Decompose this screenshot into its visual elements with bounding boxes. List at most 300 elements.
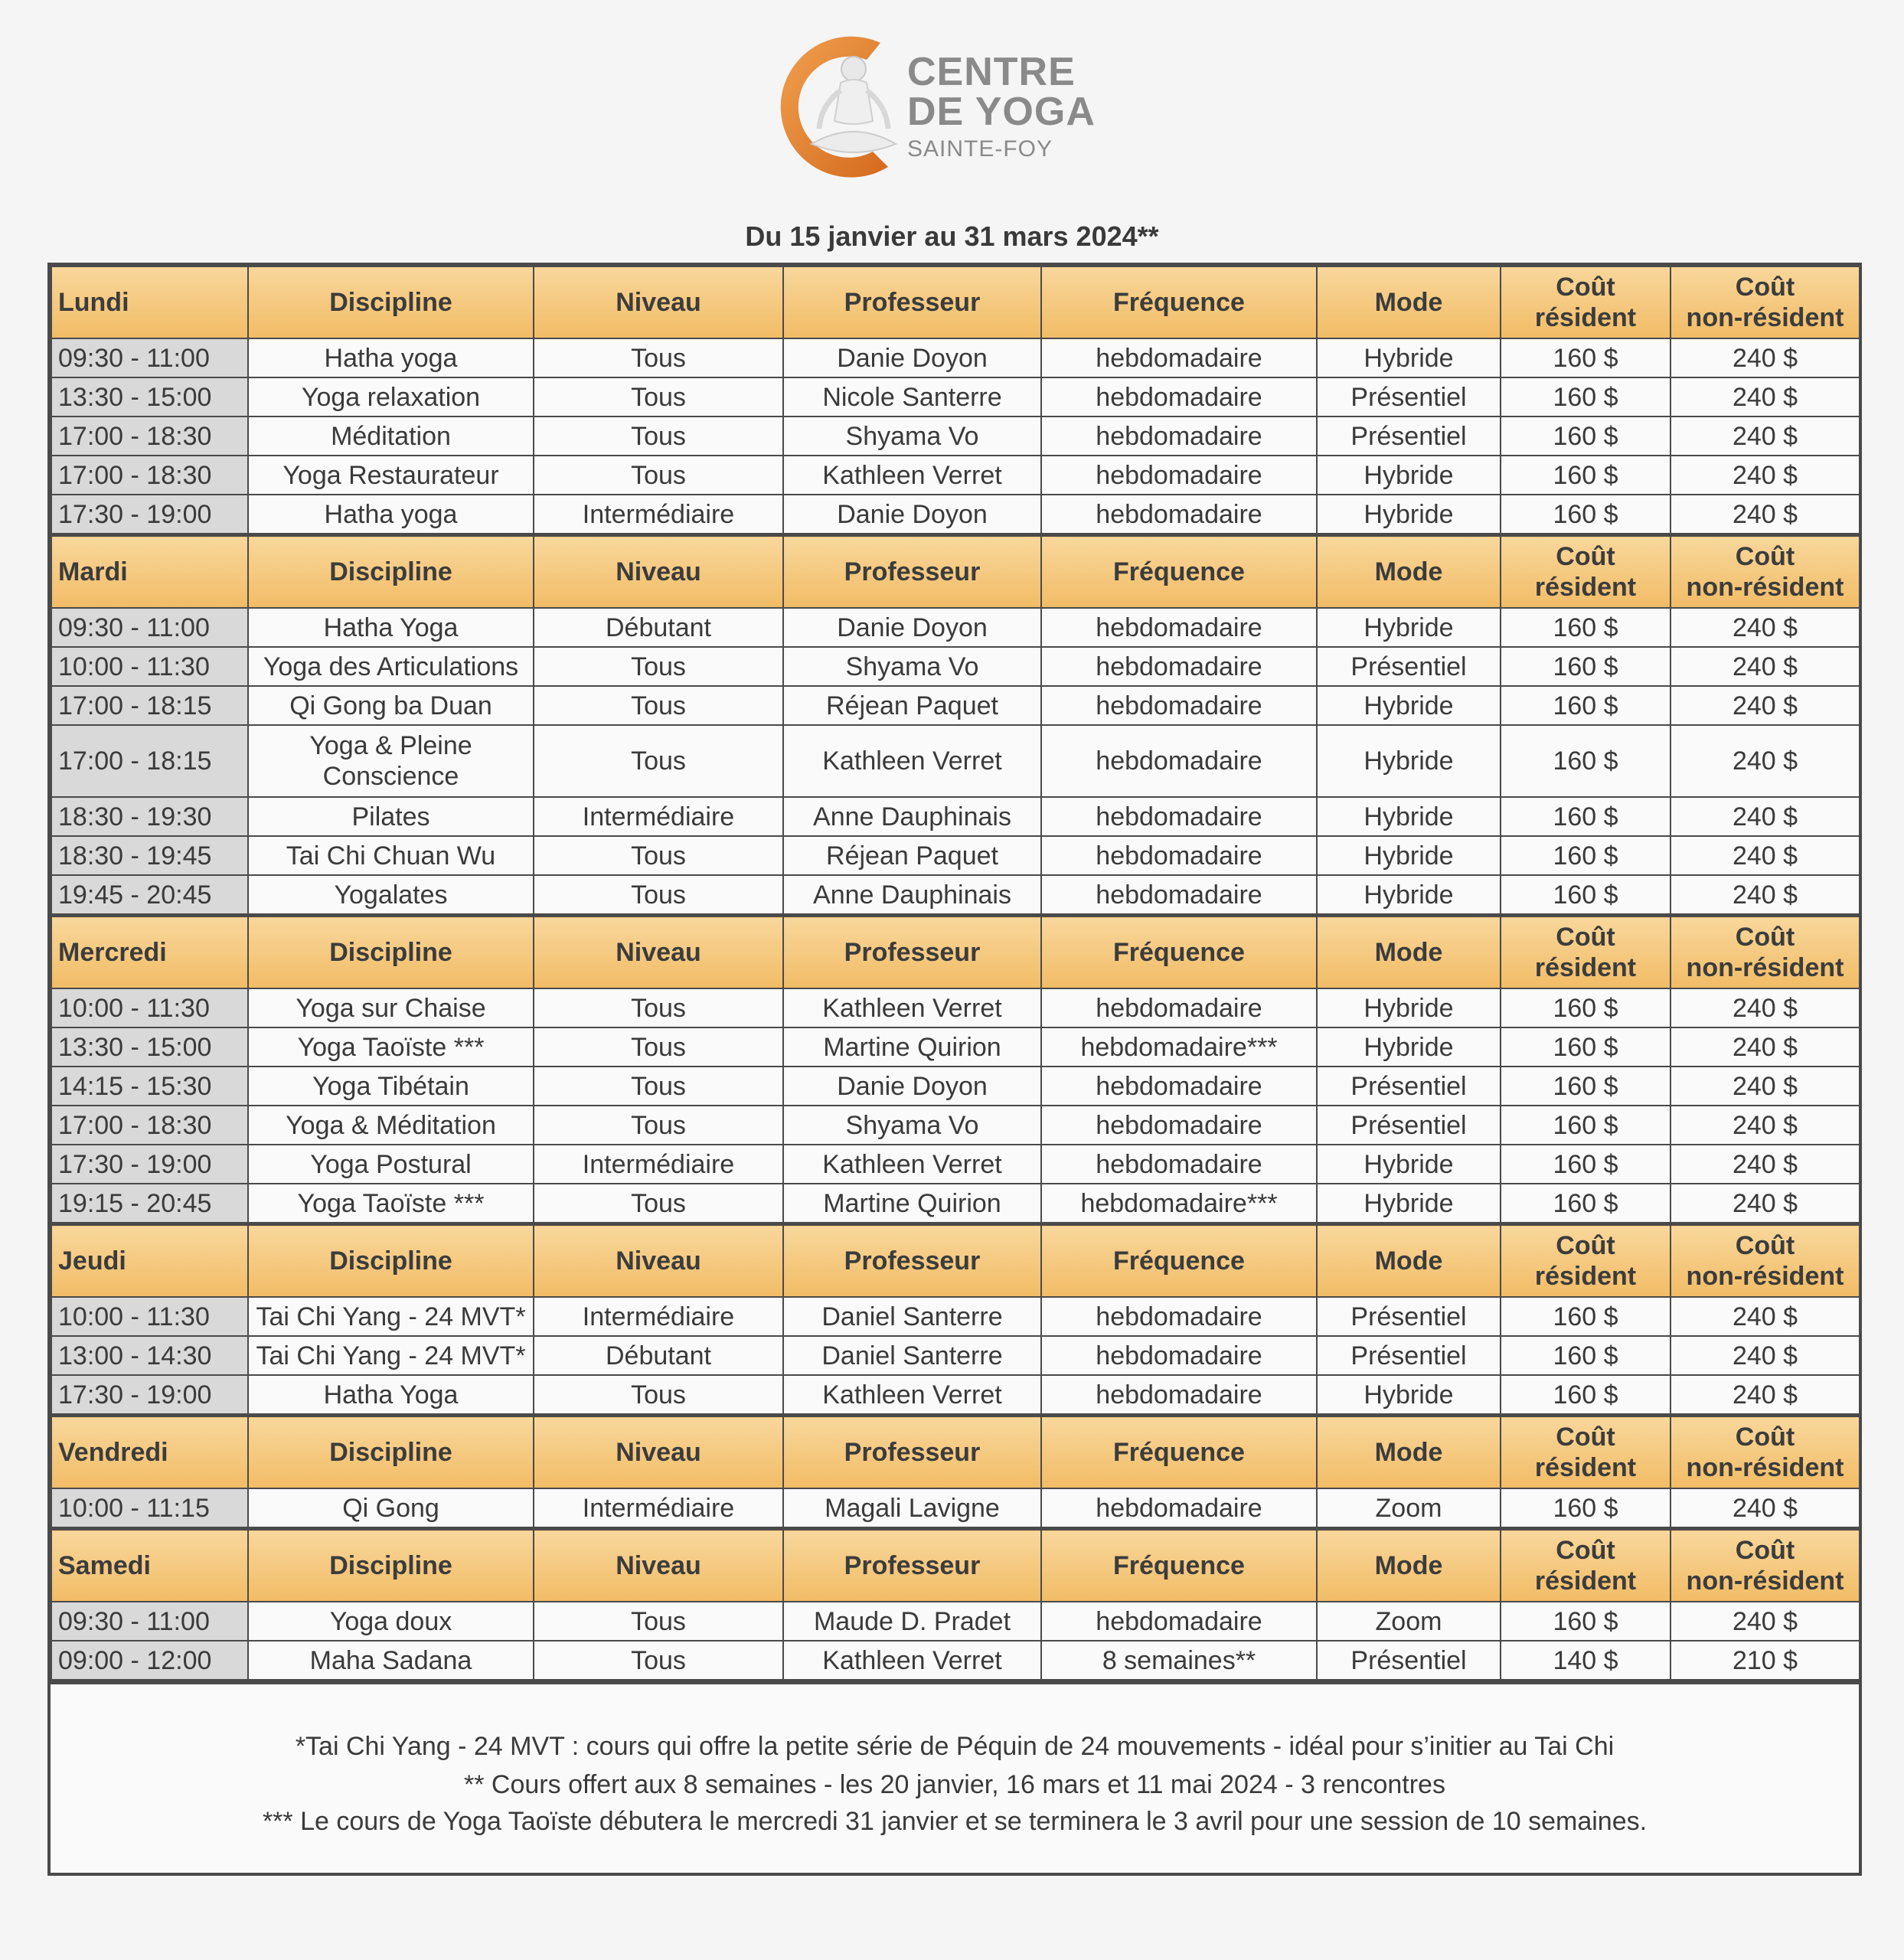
cell-discipline: Yoga sur Chaise <box>248 988 534 1027</box>
table-row <box>51 456 1860 495</box>
column-header-cout-label: Coût <box>1556 273 1615 302</box>
day-header-row <box>51 266 1860 338</box>
table-row <box>51 608 1860 647</box>
cell-cout-non-resident: 240 $ <box>1670 1336 1860 1375</box>
column-header-cout-type: résident <box>1534 303 1637 332</box>
column-header-cout-label: Coût <box>1556 542 1615 571</box>
cell-professeur: Danie Doyon <box>783 608 1041 647</box>
cell-frequence: hebdomadaire <box>1041 988 1317 1027</box>
column-header-frequence: Fréquence <box>1041 1224 1317 1298</box>
cell-cout-non-resident: 240 $ <box>1670 988 1860 1027</box>
column-header-cout-type: non-résident <box>1686 1453 1844 1482</box>
column-header-frequence: Fréquence <box>1041 1529 1317 1602</box>
cell-professeur: Shyama Vo <box>783 647 1041 686</box>
cell-frequence: hebdomadaire <box>1041 1106 1317 1145</box>
cell-time: 10:00 - 11:30 <box>51 1297 248 1336</box>
cell-frequence: hebdomadaire <box>1041 686 1317 725</box>
cell-cout-non-resident: 240 $ <box>1670 1145 1860 1184</box>
cell-discipline: Hatha yoga <box>248 338 534 377</box>
footnote-yoga-taoiste: *** Le cours de Yoga Taoïste débutera le mercredi 31 janvier et se terminera le 3 avril pour une session de 10 semaines. <box>262 1807 1648 1836</box>
cell-discipline: Yoga Restaurateur <box>248 456 534 495</box>
cell-cout-resident: 160 $ <box>1501 1106 1670 1145</box>
cell-cout-resident: 160 $ <box>1501 988 1670 1027</box>
column-header-cout-resident <box>1501 916 1670 989</box>
cell-frequence: hebdomadaire <box>1041 797 1317 836</box>
column-header-cout-resident <box>1501 266 1670 338</box>
cell-cout-resident: 160 $ <box>1501 456 1670 495</box>
table-row <box>51 797 1860 836</box>
cell-niveau: Tous <box>534 416 783 456</box>
cell-niveau: Tous <box>534 338 783 377</box>
cell-time: 17:30 - 19:00 <box>51 1375 248 1416</box>
cell-niveau: Tous <box>534 1375 783 1416</box>
cell-professeur: Anne Dauphinais <box>783 875 1041 916</box>
column-header-cout-label: Coût <box>1735 1231 1795 1260</box>
cell-cout-resident: 160 $ <box>1501 377 1670 416</box>
cell-discipline: Yoga Taoïste *** <box>248 1184 534 1224</box>
table-row <box>51 725 1860 797</box>
cell-cout-resident: 160 $ <box>1501 647 1670 686</box>
column-header-mode: Mode <box>1317 266 1501 338</box>
column-header-cout-type: non-résident <box>1686 1566 1844 1596</box>
cell-mode: Hybride <box>1317 1027 1501 1067</box>
cell-cout-resident: 160 $ <box>1501 1184 1670 1224</box>
column-header-cout-label: Coût <box>1556 1231 1615 1260</box>
cell-niveau: Intermédiaire <box>534 797 783 836</box>
cell-professeur: Martine Quirion <box>783 1027 1041 1067</box>
schedule-frame <box>47 263 1862 1876</box>
table-row <box>51 1336 1860 1375</box>
cell-mode: Hybride <box>1317 495 1501 535</box>
cell-time: 19:45 - 20:45 <box>51 875 248 916</box>
cell-niveau: Tous <box>534 1106 783 1145</box>
cell-niveau: Tous <box>534 1027 783 1067</box>
column-header-cout-resident <box>1501 1224 1670 1298</box>
table-row <box>51 1106 1860 1145</box>
cell-cout-resident: 160 $ <box>1501 1375 1670 1416</box>
cell-frequence: 8 semaines** <box>1041 1641 1317 1680</box>
cell-frequence: hebdomadaire <box>1041 836 1317 875</box>
cell-discipline: Pilates <box>248 797 534 836</box>
column-header-professeur: Professeur <box>783 1529 1041 1602</box>
cell-discipline: Hatha yoga <box>248 495 534 535</box>
cell-niveau: Tous <box>534 1641 783 1680</box>
table-row <box>51 836 1860 875</box>
cell-cout-resident: 160 $ <box>1501 725 1670 797</box>
column-header-cout-non-resident <box>1670 266 1860 338</box>
column-header-discipline: Discipline <box>248 1529 534 1602</box>
footnotes <box>51 1681 1859 1873</box>
column-header-frequence: Fréquence <box>1041 535 1317 609</box>
cell-discipline: Tai Chi Yang - 24 MVT* <box>248 1297 534 1336</box>
cell-discipline: Yogalates <box>248 875 534 916</box>
cell-cout-non-resident: 240 $ <box>1670 1067 1860 1106</box>
cell-discipline: Yoga & Méditation <box>248 1106 534 1145</box>
column-header-cout-non-resident <box>1670 1224 1860 1298</box>
table-row <box>51 1488 1860 1529</box>
cell-cout-non-resident: 240 $ <box>1670 725 1860 797</box>
cell-professeur: Kathleen Verret <box>783 456 1041 495</box>
table-row <box>51 1641 1860 1680</box>
column-header-cout-non-resident <box>1670 1529 1860 1602</box>
cell-niveau: Tous <box>534 988 783 1027</box>
cell-mode: Hybride <box>1317 988 1501 1027</box>
cell-discipline: Yoga relaxation <box>248 377 534 416</box>
cell-niveau: Tous <box>534 725 783 797</box>
cell-cout-non-resident: 240 $ <box>1670 1027 1860 1067</box>
cell-cout-resident: 160 $ <box>1501 1336 1670 1375</box>
logo-emblem <box>766 29 919 186</box>
cell-mode: Zoom <box>1317 1488 1501 1529</box>
cell-frequence: hebdomadaire <box>1041 377 1317 416</box>
cell-niveau: Tous <box>534 377 783 416</box>
cell-cout-resident: 160 $ <box>1501 1145 1670 1184</box>
cell-cout-non-resident: 240 $ <box>1670 647 1860 686</box>
cell-professeur: Anne Dauphinais <box>783 797 1041 836</box>
column-header-frequence: Fréquence <box>1041 1416 1317 1489</box>
cell-cout-non-resident: 240 $ <box>1670 686 1860 725</box>
cell-mode: Présentiel <box>1317 1067 1501 1106</box>
column-header-discipline: Discipline <box>248 535 534 609</box>
column-header-cout-non-resident <box>1670 535 1860 609</box>
cell-frequence: hebdomadaire <box>1041 725 1317 797</box>
cell-time: 10:00 - 11:30 <box>51 647 248 686</box>
column-header-cout-resident <box>1501 535 1670 609</box>
cell-frequence: hebdomadaire*** <box>1041 1184 1317 1224</box>
column-header-cout-type: résident <box>1534 573 1637 602</box>
column-header-cout-label: Coût <box>1556 923 1615 952</box>
cell-cout-non-resident: 240 $ <box>1670 836 1860 875</box>
cell-professeur: Réjean Paquet <box>783 836 1041 875</box>
cell-niveau: Tous <box>534 1067 783 1106</box>
cell-niveau: Tous <box>534 836 783 875</box>
column-header-mode: Mode <box>1317 1416 1501 1489</box>
cell-professeur: Réjean Paquet <box>783 686 1041 725</box>
column-header-cout-label: Coût <box>1735 923 1795 952</box>
day-header-row <box>51 535 1860 609</box>
cell-frequence: hebdomadaire <box>1041 647 1317 686</box>
column-header-cout-type: non-résident <box>1686 1262 1844 1291</box>
column-header-mode: Mode <box>1317 535 1501 609</box>
cell-professeur: Shyama Vo <box>783 416 1041 456</box>
column-header-professeur: Professeur <box>783 916 1041 989</box>
cell-mode: Hybride <box>1317 797 1501 836</box>
cell-time: 19:15 - 20:45 <box>51 1184 248 1224</box>
day-name: Vendredi <box>51 1416 248 1489</box>
cell-professeur: Kathleen Verret <box>783 1375 1041 1416</box>
cell-professeur: Kathleen Verret <box>783 1641 1041 1680</box>
cell-mode: Présentiel <box>1317 647 1501 686</box>
day-name: Mardi <box>51 535 248 609</box>
column-header-cout-type: non-résident <box>1686 303 1844 332</box>
cell-frequence: hebdomadaire <box>1041 416 1317 456</box>
cell-mode: Hybride <box>1317 456 1501 495</box>
cell-cout-non-resident: 240 $ <box>1670 1106 1860 1145</box>
table-row <box>51 1602 1860 1641</box>
cell-professeur: Kathleen Verret <box>783 725 1041 797</box>
cell-cout-resident: 160 $ <box>1501 416 1670 456</box>
column-header-cout-resident <box>1501 1529 1670 1602</box>
cell-professeur: Daniel Santerre <box>783 1297 1041 1336</box>
cell-frequence: hebdomadaire <box>1041 1602 1317 1641</box>
cell-niveau: Débutant <box>534 608 783 647</box>
column-header-cout-label: Coût <box>1735 273 1795 302</box>
cell-time: 09:30 - 11:00 <box>51 608 248 647</box>
cell-niveau: Intermédiaire <box>534 495 783 535</box>
column-header-niveau: Niveau <box>534 916 783 989</box>
cell-time: 17:00 - 18:30 <box>51 456 248 495</box>
cell-discipline: Hatha Yoga <box>248 1375 534 1416</box>
cell-frequence: hebdomadaire <box>1041 1488 1317 1529</box>
cell-niveau: Intermédiaire <box>534 1145 783 1184</box>
cell-cout-non-resident: 240 $ <box>1670 1602 1860 1641</box>
cell-mode: Hybride <box>1317 338 1501 377</box>
column-header-mode: Mode <box>1317 916 1501 989</box>
table-row <box>51 1375 1860 1416</box>
cell-niveau: Tous <box>534 875 783 916</box>
cell-mode: Zoom <box>1317 1602 1501 1641</box>
cell-cout-non-resident: 240 $ <box>1670 495 1860 535</box>
cell-time: 18:30 - 19:30 <box>51 797 248 836</box>
day-header-row <box>51 1416 1860 1489</box>
column-header-professeur: Professeur <box>783 1224 1041 1298</box>
cell-professeur: Shyama Vo <box>783 1106 1041 1145</box>
column-header-discipline: Discipline <box>248 1224 534 1298</box>
table-row <box>51 686 1860 725</box>
cell-time: 13:00 - 14:30 <box>51 1336 248 1375</box>
column-header-discipline: Discipline <box>248 1416 534 1489</box>
cell-time: 09:30 - 11:00 <box>51 338 248 377</box>
cell-cout-non-resident: 240 $ <box>1670 875 1860 916</box>
cell-frequence: hebdomadaire <box>1041 1145 1317 1184</box>
cell-cout-non-resident: 240 $ <box>1670 797 1860 836</box>
cell-time: 14:15 - 15:30 <box>51 1067 248 1106</box>
cell-cout-non-resident: 210 $ <box>1670 1641 1860 1680</box>
column-header-professeur: Professeur <box>783 1416 1041 1489</box>
table-row <box>51 1297 1860 1336</box>
cell-cout-resident: 160 $ <box>1501 1488 1670 1529</box>
cell-cout-non-resident: 240 $ <box>1670 1297 1860 1336</box>
cell-discipline: Méditation <box>248 416 534 456</box>
schedule-period: Du 15 janvier au 31 mars 2024** <box>745 220 1159 252</box>
cell-discipline: Qi Gong ba Duan <box>248 686 534 725</box>
column-header-cout-type: résident <box>1534 1262 1637 1291</box>
cell-mode: Présentiel <box>1317 377 1501 416</box>
cell-professeur: Danie Doyon <box>783 338 1041 377</box>
cell-cout-resident: 160 $ <box>1501 1602 1670 1641</box>
cell-niveau: Tous <box>534 1602 783 1641</box>
cell-cout-non-resident: 240 $ <box>1670 377 1860 416</box>
cell-niveau: Tous <box>534 686 783 725</box>
cell-time: 17:00 - 18:30 <box>51 1106 248 1145</box>
day-name: Mercredi <box>51 916 248 989</box>
cell-cout-resident: 160 $ <box>1501 686 1670 725</box>
cell-discipline: Yoga des Articulations <box>248 647 534 686</box>
cell-time: 13:30 - 15:00 <box>51 1027 248 1067</box>
logo-line-yoga: DE YOGA <box>907 90 1096 134</box>
cell-cout-non-resident: 240 $ <box>1670 338 1860 377</box>
cell-cout-resident: 160 $ <box>1501 836 1670 875</box>
cell-mode: Présentiel <box>1317 1106 1501 1145</box>
cell-discipline: Tai Chi Chuan Wu <box>248 836 534 875</box>
cell-cout-resident: 160 $ <box>1501 1297 1670 1336</box>
cell-niveau: Tous <box>534 456 783 495</box>
column-header-cout-type: résident <box>1534 1566 1637 1596</box>
cell-professeur: Magali Lavigne <box>783 1488 1041 1529</box>
cell-discipline: Yoga Postural <box>248 1145 534 1184</box>
cell-time: 17:30 - 19:00 <box>51 1145 248 1184</box>
column-header-cout-label: Coût <box>1735 1423 1795 1452</box>
cell-time: 17:00 - 18:30 <box>51 416 248 456</box>
cell-time: 13:30 - 15:00 <box>51 377 248 416</box>
column-header-mode: Mode <box>1317 1529 1501 1602</box>
cell-professeur: Maude D. Pradet <box>783 1602 1041 1641</box>
cell-mode: Hybride <box>1317 725 1501 797</box>
day-name: Samedi <box>51 1529 248 1602</box>
column-header-niveau: Niveau <box>534 266 783 338</box>
cell-professeur: Kathleen Verret <box>783 1145 1041 1184</box>
column-header-professeur: Professeur <box>783 535 1041 609</box>
cell-frequence: hebdomadaire*** <box>1041 1027 1317 1067</box>
cell-time: 18:30 - 19:45 <box>51 836 248 875</box>
column-header-niveau: Niveau <box>534 1416 783 1489</box>
logo-line-centre: CENTRE <box>907 50 1076 94</box>
cell-time: 10:00 - 11:30 <box>51 988 248 1027</box>
cell-discipline: Yoga & Pleine Conscience <box>248 725 534 797</box>
column-header-niveau: Niveau <box>534 1529 783 1602</box>
column-header-cout-type: non-résident <box>1686 573 1844 602</box>
table-row <box>51 338 1860 377</box>
table-row <box>51 988 1860 1027</box>
cell-cout-resident: 140 $ <box>1501 1641 1670 1680</box>
cell-cout-resident: 160 $ <box>1501 495 1670 535</box>
footnote-tai-chi: *Tai Chi Yang - 24 MVT : cours qui offre la petite série de Péquin de 24 mouvements - idéal pour s’initier au Tai Chi <box>295 1732 1615 1761</box>
cell-professeur: Danie Doyon <box>783 495 1041 535</box>
cell-mode: Hybride <box>1317 1375 1501 1416</box>
cell-mode: Présentiel <box>1317 1297 1501 1336</box>
cell-discipline: Tai Chi Yang - 24 MVT* <box>248 1336 534 1375</box>
table-row <box>51 495 1860 535</box>
column-header-mode: Mode <box>1317 1224 1501 1298</box>
day-header-row <box>51 916 1860 989</box>
cell-niveau: Tous <box>534 647 783 686</box>
cell-frequence: hebdomadaire <box>1041 456 1317 495</box>
cell-mode: Présentiel <box>1317 1336 1501 1375</box>
cell-professeur: Martine Quirion <box>783 1184 1041 1224</box>
column-header-cout-type: non-résident <box>1686 953 1844 982</box>
cell-discipline: Hatha Yoga <box>248 608 534 647</box>
column-header-discipline: Discipline <box>248 266 534 338</box>
column-header-cout-resident <box>1501 1416 1670 1489</box>
column-header-cout-label: Coût <box>1556 1536 1615 1565</box>
cell-cout-non-resident: 240 $ <box>1670 416 1860 456</box>
table-row <box>51 416 1860 456</box>
column-header-cout-label: Coût <box>1556 1423 1615 1452</box>
cell-cout-resident: 160 $ <box>1501 1027 1670 1067</box>
cell-mode: Présentiel <box>1317 416 1501 456</box>
cell-niveau: Intermédiaire <box>534 1297 783 1336</box>
table-row <box>51 875 1860 916</box>
cell-discipline: Yoga Tibétain <box>248 1067 534 1106</box>
table-row <box>51 377 1860 416</box>
table-row <box>51 1145 1860 1184</box>
cell-frequence: hebdomadaire <box>1041 875 1317 916</box>
cell-discipline: Yoga doux <box>248 1602 534 1641</box>
cell-frequence: hebdomadaire <box>1041 608 1317 647</box>
column-header-cout-label: Coût <box>1735 542 1795 571</box>
column-header-niveau: Niveau <box>534 535 783 609</box>
footnote-8-semaines: ** Cours offert aux 8 semaines - les 20 janvier, 16 mars et 11 mai 2024 - 3 rencontres <box>464 1770 1445 1799</box>
day-name: Jeudi <box>51 1224 248 1298</box>
cell-cout-non-resident: 240 $ <box>1670 608 1860 647</box>
column-header-cout-type: résident <box>1534 1453 1637 1482</box>
cell-cout-resident: 160 $ <box>1501 797 1670 836</box>
cell-cout-non-resident: 240 $ <box>1670 1184 1860 1224</box>
cell-frequence: hebdomadaire <box>1041 1375 1317 1416</box>
table-row <box>51 647 1860 686</box>
logo-text <box>907 52 1096 165</box>
cell-time: 10:00 - 11:15 <box>51 1488 248 1529</box>
cell-professeur: Kathleen Verret <box>783 988 1041 1027</box>
cell-time: 09:00 - 12:00 <box>51 1641 248 1680</box>
column-header-cout-label: Coût <box>1735 1536 1795 1565</box>
column-header-professeur: Professeur <box>783 266 1041 338</box>
column-header-niveau: Niveau <box>534 1224 783 1298</box>
cell-mode: Hybride <box>1317 875 1501 916</box>
cell-cout-resident: 160 $ <box>1501 1067 1670 1106</box>
cell-niveau: Intermédiaire <box>534 1488 783 1529</box>
cell-time: 17:30 - 19:00 <box>51 495 248 535</box>
cell-frequence: hebdomadaire <box>1041 338 1317 377</box>
cell-niveau: Débutant <box>534 1336 783 1375</box>
cell-mode: Hybride <box>1317 1145 1501 1184</box>
column-header-discipline: Discipline <box>248 916 534 989</box>
cell-cout-resident: 160 $ <box>1501 608 1670 647</box>
cell-frequence: hebdomadaire <box>1041 1336 1317 1375</box>
cell-mode: Hybride <box>1317 1184 1501 1224</box>
cell-time: 09:30 - 11:00 <box>51 1602 248 1641</box>
cell-frequence: hebdomadaire <box>1041 1297 1317 1336</box>
cell-mode: Hybride <box>1317 686 1501 725</box>
cell-cout-non-resident: 240 $ <box>1670 1375 1860 1416</box>
cell-mode: Hybride <box>1317 836 1501 875</box>
cell-discipline: Qi Gong <box>248 1488 534 1529</box>
column-header-cout-type: résident <box>1534 953 1637 982</box>
table-row <box>51 1184 1860 1224</box>
day-header-row <box>51 1224 1860 1298</box>
table-row <box>51 1067 1860 1106</box>
cell-mode: Hybride <box>1317 608 1501 647</box>
day-name: Lundi <box>51 266 248 338</box>
column-header-frequence: Fréquence <box>1041 916 1317 989</box>
cell-time: 17:00 - 18:15 <box>51 686 248 725</box>
cell-professeur: Nicole Santerre <box>783 377 1041 416</box>
logo-line-location: SAINTE-FOY <box>907 136 1053 162</box>
column-header-cout-non-resident <box>1670 916 1860 989</box>
column-header-frequence: Fréquence <box>1041 266 1317 338</box>
cell-cout-resident: 160 $ <box>1501 338 1670 377</box>
cell-frequence: hebdomadaire <box>1041 495 1317 535</box>
cell-cout-resident: 160 $ <box>1501 875 1670 916</box>
schedule-table <box>51 266 1860 1681</box>
cell-professeur: Daniel Santerre <box>783 1336 1041 1375</box>
cell-professeur: Danie Doyon <box>783 1067 1041 1106</box>
cell-time: 17:00 - 18:15 <box>51 725 248 797</box>
cell-discipline: Maha Sadana <box>248 1641 534 1680</box>
cell-niveau: Tous <box>534 1184 783 1224</box>
cell-discipline: Yoga Taoïste *** <box>248 1027 534 1067</box>
day-header-row <box>51 1529 1860 1602</box>
